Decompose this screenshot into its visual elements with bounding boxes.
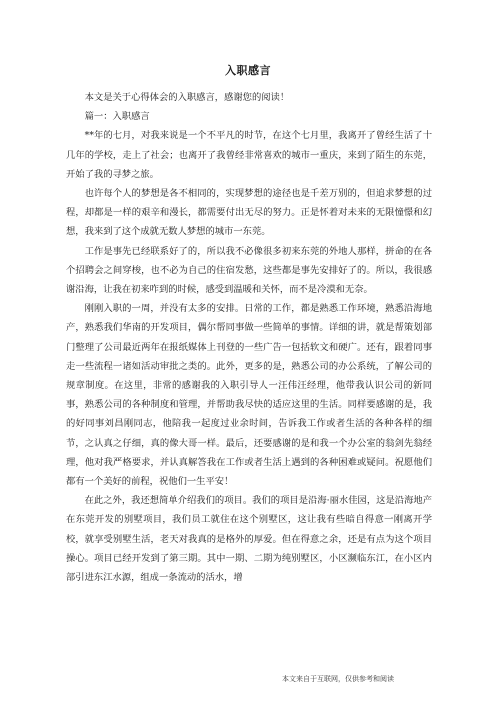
document-title: 入职感言 xyxy=(225,64,271,77)
paragraph: 也许每个人的梦想是各不相同的，实现梦想的途径也是千差万别的，但追求梦想的过程，却都是一样的艰辛和漫长，都需要付出无尽的努力。正是怀着对未来的无限憧憬和幻想，我来到了这个成就无数人梦想的城市一东莞。 xyxy=(66,188,432,238)
section-heading: 篇一：入职感言 xyxy=(84,111,150,123)
paragraph: **年的七月，对我来说是一个不平凡的时节，在这个七月里，我离开了曾经生活了十几年的学校，走上了社会；也离开了我曾经非常喜欢的城市一重庆，来到了陌生的东莞，开始了我的寻梦之旅。 xyxy=(66,130,432,180)
document-body xyxy=(66,88,432,587)
paragraph-intro: 本文是关于心得体会的入职感言，感谢您的阅读！ xyxy=(84,92,290,103)
footer-note: 本文来自于互联网，仅供参考和阅读 xyxy=(282,675,394,683)
paragraph: 在此之外，我还想简单介绍我们的项目。我们的项目是沿海·丽水佳园，这是沿海地产在东莞开发的别墅项目，我们员工就住在这个别墅区，这让我有些暗自得意一刚离开学校，就享受别墅生活，老天对我真的是格外的厚爱。但在得意之余，还是有点为这个项目操心。项目已经开发到了第三期。其中一期、二期为纯别墅区，小区濒临东江，在小区内部引进东江水源，组成一条流动的活水，增 xyxy=(66,495,432,584)
paragraph: 刚刚入职的一周，并没有太多的安排。日常的工作，都是熟悉工作环境，熟悉沿海地产，熟悉我们华南的开发项目，偶尔帮同事做一些简单的事情。详细的讲，就是帮策划部门整理了公司最近两年在报纸媒体上刊登的一些广告一包括软文和硬广。还有，跟着同事走一些流程一诸如活动审批之类的。此外，更多的是，熟悉公司的办公系统，了解公司的规章制度。在这里，非常的感谢我的入职引导人一汪伟汪经理，他带我认识公司的新同事，熟悉公司的各种制度和管理，并帮助我尽快的适应这里的生活。同样要感谢的是，我的好同事刘昌刚同志，他陪我一起度过业余时间，告诉我工作或者生活的各种各样的细节，之认真之仔细，真的像大哥一样。最后，还要感谢的是和我一个办公室的翁剑先翁经理，他对我严格要求，并认真解答我在工作或者生活上遇到的各种困难或疑问。祝愿他们都有一个美好的前程，祝他们一生平安！ xyxy=(66,303,432,488)
paragraph: 工作是事先已经联系好了的，所以我不必像很多初来东莞的外地人那样，拼命的在各个招聘会之间穿梭，也不必为自己的住宿发愁，这些都是事先安排好了的。所以，我很感谢沿海，让我在初来咋到的时候，感受到温暖和关怀，而不是冷漠和无奈。 xyxy=(66,245,432,296)
